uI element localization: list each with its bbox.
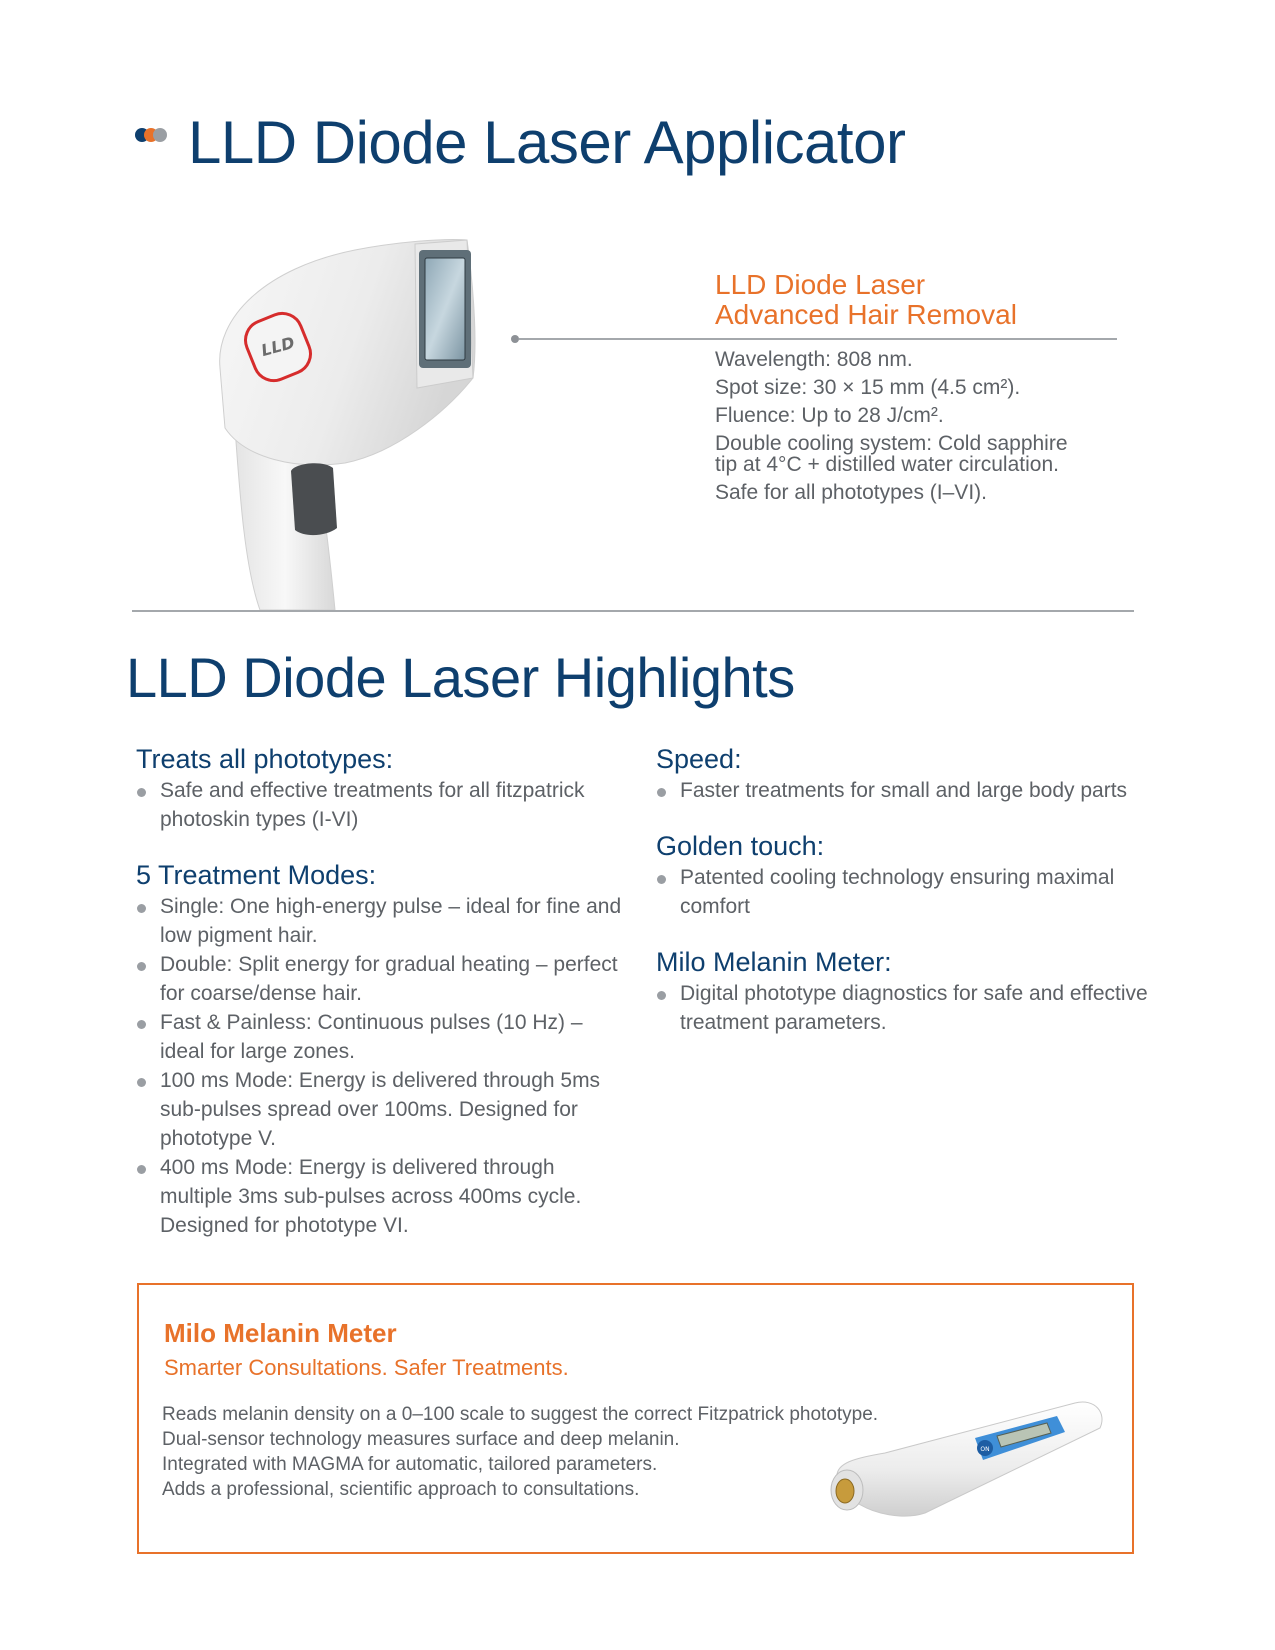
highlights-right-column	[656, 742, 1151, 1061]
list-item: Patented cooling technology ensuring maximal comfort	[656, 863, 1151, 921]
spec-item: Double cooling system: Cold sapphire tip at 4°C + distilled water circulation.	[715, 432, 1068, 476]
highlight-list	[656, 776, 1151, 805]
applicator-image	[205, 238, 505, 610]
page-title: LLD Diode Laser Applicator	[188, 109, 906, 176]
highlights-title: LLD Diode Laser Highlights	[126, 646, 795, 709]
highlight-heading: Treats all phototypes:	[136, 744, 394, 774]
highlights-left-column	[136, 742, 631, 1264]
list-item: 400 ms Mode: Energy is delivered through multiple 3ms sub-pulses across 400ms cycle. Designed for phototype VI.	[136, 1153, 631, 1240]
melanin-meter-image	[825, 1398, 1107, 1523]
list-item: 100 ms Mode: Energy is delivered through 5ms sub-pulses spread over 100ms. Designed for phototype V.	[136, 1066, 631, 1153]
list-item: Safe and effective treatments for all fitzpatrick photoskin types (I-VI)	[136, 776, 631, 834]
highlight-list	[656, 863, 1151, 921]
spec-list	[715, 349, 1095, 510]
callout-line: Dual-sensor technology measures surface and deep melanin.	[162, 1429, 680, 1450]
list-item: Double: Split energy for gradual heating – perfect for coarse/dense hair.	[136, 950, 631, 1008]
list-item: Fast & Painless: Continuous pulses (10 Hz) – ideal for large zones.	[136, 1008, 631, 1066]
callout-subtitle: Smarter Consultations. Safer Treatments.	[164, 1355, 569, 1380]
highlight-list	[136, 776, 631, 834]
highlight-list	[136, 892, 631, 1240]
highlight-heading: 5 Treatment Modes:	[136, 860, 377, 890]
highlight-heading: Milo Melanin Meter:	[656, 947, 892, 977]
callout-title: Milo Melanin Meter	[164, 1318, 397, 1348]
highlight-heading: Golden touch:	[656, 831, 825, 861]
list-item: Single: One high-energy pulse – ideal for fine and low pigment hair.	[136, 892, 631, 950]
applicator-logo-text: LLD	[259, 332, 297, 361]
connector-line	[519, 338, 1117, 340]
spec-item: Wavelength: 808 nm.	[715, 348, 913, 371]
spec-item: Spot size: 30 × 15 mm (4.5 cm²).	[715, 376, 1021, 399]
list-item: Faster treatments for small and large body parts	[656, 776, 1151, 805]
connector-dot	[511, 335, 519, 343]
highlight-heading: Speed:	[656, 744, 742, 774]
section-divider	[132, 610, 1134, 612]
meter-button-label: ON	[980, 1446, 990, 1453]
brand-dots-icon	[135, 128, 175, 144]
callout-line: Integrated with MAGMA for automatic, tailored parameters.	[162, 1454, 658, 1475]
spec-item: Fluence: Up to 28 J/cm².	[715, 404, 944, 427]
highlight-list	[656, 979, 1151, 1037]
list-item: Digital phototype diagnostics for safe and effective treatment parameters.	[656, 979, 1151, 1037]
callout-line: Adds a professional, scientific approach to consultations.	[162, 1479, 640, 1500]
callout-description	[162, 1402, 878, 1502]
callout-line: Reads melanin density on a 0–100 scale to suggest the correct Fitzpatrick phototype.	[162, 1404, 879, 1425]
spec-heading: LLD Diode Laser Advanced Hair Removal	[715, 269, 1017, 330]
spec-item: Safe for all phototypes (I–VI).	[715, 481, 987, 504]
